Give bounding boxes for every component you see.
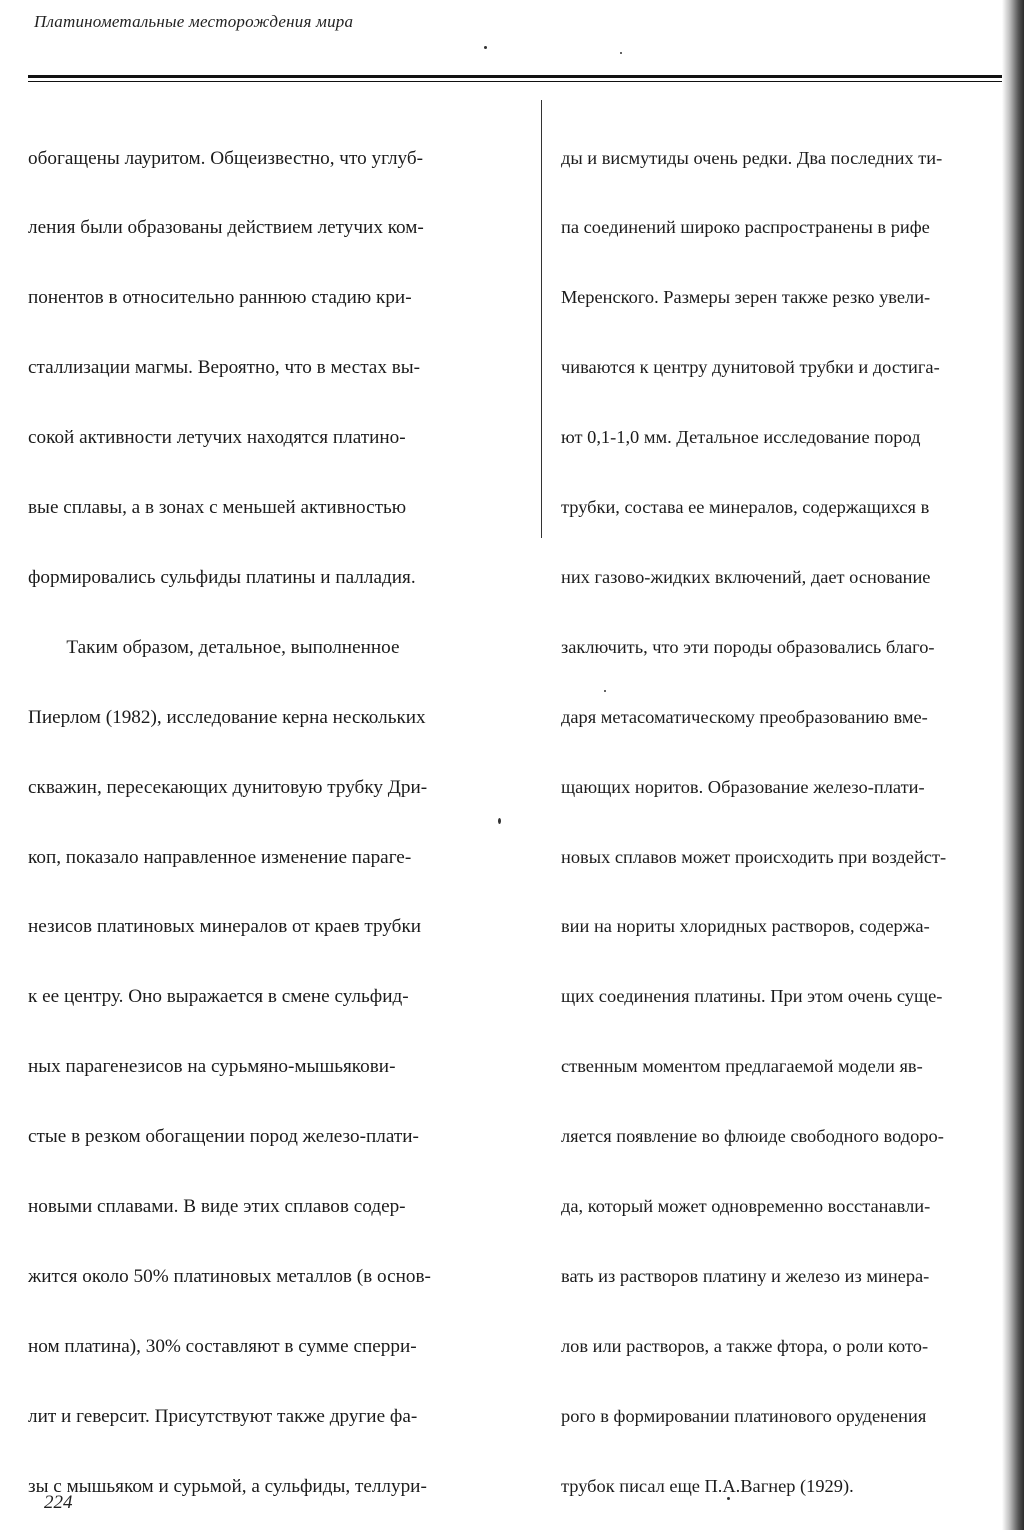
text-line: чиваются к центру дунитовой трубки и достига- [561, 357, 940, 378]
text-line: сокой активности летучих находятся платино- [28, 427, 406, 449]
text-line: вии на нориты хлоридных растворов, содержа- [561, 916, 930, 937]
text-line: новых сплавов может происходить при воздейст- [561, 846, 947, 867]
text-line: зы с мышьяком и сурьмой, а сульфиды, теллури- [28, 1475, 427, 1497]
page-number: 224 [44, 1492, 73, 1513]
text-line: сталлизации магмы. Вероятно, что в местах вы- [28, 357, 421, 379]
running-head: Платинометальные месторождения мира [34, 12, 354, 31]
text-line: трубок писал еще П.А.Вагнер (1929). [561, 1475, 854, 1496]
text-line: Пиерлом (1982), исследование керна нескольких [28, 706, 426, 728]
text-line: даря метасоматическому преобразованию вме- [561, 706, 928, 727]
scan-dust-speck [727, 1497, 730, 1500]
text-line: формировались сульфиды платины и палладия. [28, 566, 416, 588]
text-line: стые в резком обогащении пород железо-плати- [28, 1126, 419, 1148]
text-line: трубки, состава ее минералов, содержащихся в [561, 497, 930, 518]
text-line: вые сплавы, а в зонах с меньшей активностью [28, 497, 407, 519]
text-line: ном платина), 30% составляют в сумме сперри- [28, 1335, 417, 1357]
text-line: лов или растворов, а также фтора, о роли кото- [561, 1335, 929, 1356]
text-line: ляется появление во флюиде свободного водоро- [561, 1126, 944, 1147]
text-line: обогащены лауритом. Общеизвестно, что углуб- [28, 147, 424, 169]
text-line: ды и висмутиды очень редки. Два последних ти- [561, 147, 943, 168]
text-line: незисов платиновых минералов от краев трубки [28, 916, 422, 938]
scan-dust-speck [484, 46, 487, 49]
text-line: ления были образованы действием летучих ком- [28, 217, 424, 239]
text-line: вать из растворов платину и железо из минера- [561, 1265, 930, 1286]
text-line: жится около 50% платиновых металлов (в основ- [28, 1265, 431, 1287]
text-line: па соединений широко распространены в рифе [561, 217, 930, 238]
text-line: лит и геверсит. Присутствуют также другие фа- [28, 1405, 418, 1427]
scan-dust-speck [620, 52, 622, 54]
text-line: ют 0,1-1,0 мм. Детальное исследование пород [561, 427, 921, 448]
scan-dust-speck [498, 818, 501, 824]
text-line: Таким образом, детальное, выполненное [28, 636, 400, 658]
text-line: понентов в относительно раннюю стадию кри- [28, 287, 412, 309]
scan-dust-speck [604, 690, 606, 692]
text-line: к ее центру. Оно выражается в смене сульфид- [28, 986, 409, 1008]
page-binding-shadow [1002, 0, 1024, 1530]
header-rule-thin [28, 81, 1013, 82]
text-line: ных парагенезисов на сурьмяно-мышьякови- [28, 1056, 396, 1078]
text-line: Меренского. Размеры зерен также резко увели- [561, 287, 931, 308]
text-column-right [561, 100, 1021, 1521]
header-rule-thick [28, 75, 1013, 78]
text-line: щающих норитов. Образование железо-плати- [561, 776, 925, 797]
text-line: ственным моментом предлагаемой модели яв- [561, 1056, 923, 1077]
text-line: да, который может одновременно восстанавли- [561, 1195, 931, 1216]
text-line: рого в формировании платинового оруденения [561, 1405, 927, 1426]
text-line: скважин, пересекающих дунитовую трубку Дри- [28, 776, 428, 798]
text-line: коп, показало направленное изменение параге- [28, 846, 412, 868]
text-line: новыми сплавами. В виде этих сплавов содер- [28, 1195, 406, 1217]
text-column-left [28, 100, 523, 1521]
text-line: них газово-жидких включений, дает основание [561, 566, 931, 587]
column-divider [541, 100, 542, 538]
text-line: щих соединения платины. При этом очень суще- [561, 986, 943, 1007]
text-line: заключить, что эти породы образовались благо- [561, 636, 935, 657]
